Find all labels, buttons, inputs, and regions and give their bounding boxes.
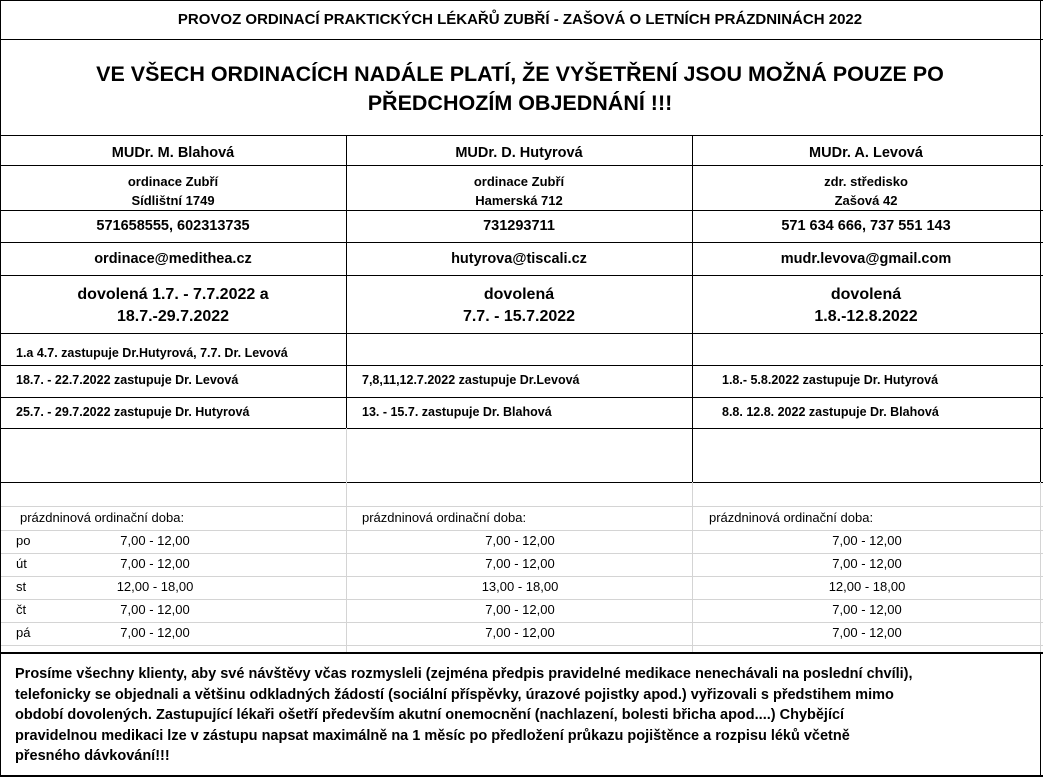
hours-cell: 12,00 - 18,00: [828, 579, 906, 594]
gridline: [0, 576, 1043, 577]
page-title: PROVOZ ORDINACÍ PRAKTICKÝCH LÉKAŘŮ ZUBŘÍ - ZAŠOVÁ O LETNÍCH PRÁZDNINÁCH 2022: [177, 11, 863, 28]
day-label: út: [16, 556, 27, 571]
hours-cell: 12,00 - 18,00: [116, 579, 194, 594]
doctor-address: [0, 172, 346, 210]
gridline: [0, 530, 1043, 531]
substitute-note: 25.7. - 29.7.2022 zastupuje Dr. Hutyrová: [16, 405, 250, 419]
substitute-note: 13. - 15.7. zastupuje Dr. Blahová: [362, 405, 552, 419]
day-label: pá: [16, 625, 31, 640]
doctor-email: hutyrova@tiscali.cz: [451, 251, 587, 267]
hours-cell: 7,00 - 12,00: [485, 602, 555, 617]
doctor-vacation: [692, 284, 1040, 328]
footer-line: telefonicky se objednali a většinu odkladných žádostí (sociální příspěvky, úrazové pojistky apod.) vyřizovali s předstihem mimo: [15, 686, 894, 703]
hours-cell: 7,00 - 12,00: [485, 625, 555, 640]
hours-cell: 7,00 - 12,00: [120, 556, 190, 571]
divider: [0, 39, 1043, 40]
divider: [0, 333, 1043, 334]
doctor-vacation: [0, 284, 346, 328]
border-top: [0, 0, 1043, 1]
address-line: Sídlištní 1749: [131, 193, 215, 208]
gridline: [346, 428, 347, 652]
substitute-note: 1.a 4.7. zastupuje Dr.Hutyrová, 7.7. Dr. Levová: [16, 346, 288, 360]
hours-cell: 7,00 - 12,00: [832, 556, 902, 571]
substitute-note: 18.7. - 22.7.2022 zastupuje Dr. Levová: [16, 373, 239, 387]
hours-cell: 7,00 - 12,00: [832, 602, 902, 617]
address-line: Hamerská 712: [475, 193, 563, 208]
divider: [0, 242, 1043, 243]
footer-line: Prosíme všechny klienty, aby své návštěvy včas rozmysleli (zejména předpis pravidelné medikace nenechávali na poslední chvíli),: [15, 666, 913, 682]
notice-line: PŘEDCHOZÍM OBJEDNÁNÍ !!!: [367, 91, 673, 115]
divider: [0, 652, 1043, 654]
substitute-note: 8.8. 12.8. 2022 zastupuje Dr. Blahová: [722, 405, 939, 419]
divider: [0, 397, 1043, 398]
vacation-line: dovolená: [830, 286, 902, 303]
divider: [0, 482, 1043, 483]
divider: [0, 275, 1043, 276]
hours-label: prázdninová ordinační doba:: [362, 510, 527, 525]
hours-label: prázdninová ordinační doba:: [709, 510, 874, 525]
divider: [0, 210, 1043, 211]
address-line: Zašová 42: [834, 193, 898, 208]
address-line: zdr. středisko: [824, 174, 908, 189]
border-right: [1040, 0, 1041, 777]
substitute-note: 7,8,11,12.7.2022 zastupuje Dr.Levová: [362, 373, 580, 387]
divider: [0, 428, 1043, 429]
footer-line: přesného dávkování!!!: [15, 748, 170, 764]
doctor-email: ordinace@medithea.cz: [94, 251, 252, 267]
gridline: [1040, 482, 1041, 652]
vacation-line: dovolená 1.7. - 7.7.2022 a: [77, 286, 269, 303]
footer-line: pravidelnou medikaci lze v zástupu napsat maximálně na 1 měsíc po předložení průkazu pojištěnce a rozpisu léků včetně: [15, 727, 850, 744]
footer-notice: [15, 664, 1030, 767]
vacation-line: dovolená: [483, 286, 555, 303]
notice-heading: [0, 60, 1040, 118]
hours-cell: 13,00 - 18,00: [481, 579, 559, 594]
hours-cell: 7,00 - 12,00: [120, 602, 190, 617]
gridline: [0, 506, 1043, 507]
doctor-vacation: [346, 284, 692, 328]
hours-cell: 7,00 - 12,00: [120, 625, 190, 640]
day-label: čt: [16, 602, 27, 617]
hours-cell: 7,00 - 12,00: [832, 533, 902, 548]
doctor-phone: 571 634 666, 737 551 143: [781, 218, 951, 234]
hours-cell: 7,00 - 12,00: [485, 533, 555, 548]
hours-label: prázdninová ordinační doba:: [20, 510, 185, 525]
gridline: [692, 482, 693, 652]
footer-line: období dovolených. Zastupující lékaři ošetří především akutní onemocnění (nachlazení, bolesti břicha apod....) Chybějící: [15, 707, 845, 723]
vacation-line: 1.8.-12.8.2022: [814, 308, 918, 325]
day-label: st: [16, 579, 27, 594]
vacation-line: 18.7.-29.7.2022: [116, 308, 230, 325]
doctor-phone: 571658555, 602313735: [96, 218, 250, 234]
doctor-address: [346, 172, 692, 210]
hours-cell: 7,00 - 12,00: [120, 533, 190, 548]
hours-cell: 7,00 - 12,00: [485, 556, 555, 571]
gridline: [0, 622, 1043, 623]
doctor-name: MUDr. D. Hutyrová: [455, 145, 583, 161]
address-line: ordinace Zubří: [127, 174, 219, 189]
gridline: [0, 553, 1043, 554]
address-line: ordinace Zubří: [473, 174, 565, 189]
divider: [0, 165, 1043, 166]
gridline: [0, 645, 1043, 646]
doctor-name: MUDr. A. Levová: [809, 145, 923, 161]
doctor-name: MUDr. M. Blahová: [111, 145, 235, 161]
vacation-line: 7.7. - 15.7.2022: [462, 308, 576, 325]
divider: [0, 365, 1043, 366]
doctor-email: mudr.levova@gmail.com: [780, 251, 952, 267]
doctor-address: [692, 172, 1040, 210]
day-label: po: [16, 533, 31, 548]
notice-line: VE VŠECH ORDINACÍCH NADÁLE PLATÍ, ŽE VYŠETŘENÍ JSOU MOŽNÁ POUZE PO: [96, 62, 944, 86]
divider: [0, 135, 1043, 136]
gridline: [0, 599, 1043, 600]
hours-cell: 7,00 - 12,00: [832, 625, 902, 640]
doctor-phone: 731293711: [483, 218, 555, 234]
substitute-note: 1.8.- 5.8.2022 zastupuje Dr. Hutyrová: [722, 373, 939, 387]
